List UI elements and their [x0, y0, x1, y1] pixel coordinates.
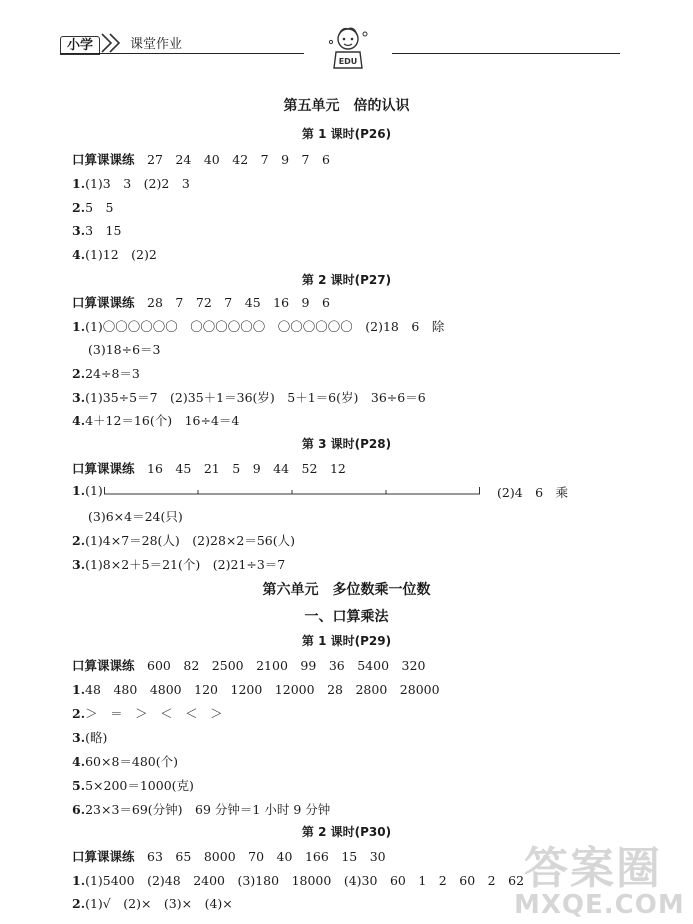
kousuan-label: 口算课课练	[72, 152, 135, 167]
u6l2-kousuan	[72, 847, 386, 865]
answer-text: (1)5400 (2)48 2400 (3)180 18000 (4)30 60 1 2 60 2 62	[85, 873, 525, 888]
kousuan-label: 口算课课练	[72, 658, 135, 673]
u5l3-kousuan	[72, 459, 346, 477]
u5l1-q2	[72, 198, 113, 216]
u5l2-q4	[72, 411, 239, 429]
u6l1-q3	[72, 728, 107, 746]
watermark-logo-text: 答案圈	[524, 843, 662, 894]
chevron-right-icon	[100, 30, 126, 54]
question-number: 2.	[72, 533, 86, 548]
u6l1-kousuan	[72, 656, 425, 674]
u6l2-title: 第 2 课时(P30)	[301, 825, 392, 839]
u5l3-q1-suffix: (2)4 6 乘	[497, 485, 569, 500]
question-number: 3.	[72, 223, 86, 238]
question-number: 1.	[72, 682, 86, 697]
kousuan-label: 口算课课练	[72, 461, 135, 476]
u5l3-q1b: (3)6×4＝24(只)	[88, 509, 183, 524]
u6l1-q4	[72, 752, 178, 770]
u6l1-q6	[72, 800, 330, 818]
u6l1-q2	[72, 704, 223, 722]
answer-text: (1)4×7＝28(人) (2)28×2＝56(人)	[85, 533, 296, 548]
kousuan-values: 600 82 2500 2100 99 36 5400 320	[147, 658, 426, 673]
line-segment-diagram	[104, 487, 480, 495]
u5l1-q1	[72, 174, 190, 192]
answer-text: (1)12 (2)2	[85, 247, 157, 262]
question-number: 3.	[72, 390, 86, 405]
answer-text: (略)	[85, 730, 108, 745]
u5l2-q1b: (3)18÷6＝3	[88, 342, 161, 357]
u5l2-q2	[72, 364, 140, 382]
answer-text: (1)3 3 (2)2 3	[85, 176, 190, 191]
grade-tag: 小学	[60, 36, 100, 55]
u5l3-q2	[72, 531, 295, 549]
answer-text: 5 5	[85, 200, 114, 215]
kousuan-label: 口算课课练	[72, 849, 135, 864]
kousuan-values: 16 45 21 5 9 44 52 12	[147, 461, 346, 476]
answer-text: 48 480 4800 120 1200 12000 28 2800 28000	[85, 682, 440, 697]
kousuan-values: 28 7 72 7 45 16 9 6	[147, 295, 330, 310]
kousuan-values: 63 65 8000 70 40 166 15 30	[147, 849, 386, 864]
u6l2-q2	[72, 894, 233, 912]
question-number: 6.	[72, 802, 86, 817]
answer-text: 5×200＝1000(克)	[85, 778, 194, 793]
watermark	[500, 832, 690, 924]
watermark-url: MXQE.COM	[514, 890, 685, 920]
course-title: 课堂作业	[130, 37, 183, 52]
mascot-text: EDU	[338, 57, 358, 66]
question-number: 1.	[72, 176, 86, 191]
header-rule-right	[392, 53, 620, 54]
question-number: 1.	[72, 483, 86, 498]
u5l3-title: 第 3 课时(P28)	[301, 437, 392, 451]
question-number: 1.	[72, 319, 86, 334]
answer-text: 23×3＝69(分钟) 69 分钟＝1 小时 9 分钟	[85, 802, 331, 817]
answer-text: (1)35÷5＝7 (2)35＋1＝36(岁) 5＋1＝6(岁) 36÷6＝6	[85, 390, 426, 405]
u5l2-title: 第 2 课时(P27)	[301, 273, 392, 287]
u5l2-q1	[72, 317, 444, 335]
u6l1-q1	[72, 680, 440, 698]
answer-text: 60×8＝480(个)	[85, 754, 179, 769]
answer-text: 4＋12＝16(个) 16÷4＝4	[85, 413, 240, 428]
u5l2-kousuan	[72, 293, 330, 311]
u5l2-q3	[72, 388, 426, 406]
page-header	[0, 0, 693, 80]
u5l1-kousuan	[72, 150, 330, 168]
answer-text: (1)〇〇〇〇〇〇 〇〇〇〇〇〇 〇〇〇〇〇〇 (2)18 6 除	[85, 319, 445, 334]
answer-text: (1)	[85, 483, 103, 498]
unit6-title: 第六单元 多位数乘一位数	[262, 582, 431, 598]
unit6-subtitle: 一、口算乘法	[304, 609, 389, 625]
question-number: 2.	[72, 366, 86, 381]
question-number: 3.	[72, 730, 86, 745]
answer-text: 3 15	[85, 223, 122, 238]
question-number: 2.	[72, 200, 86, 215]
question-number: 5.	[72, 778, 86, 793]
answer-text: 24÷8＝3	[85, 366, 140, 381]
answer-text: ＞ ＝ ＞ ＜ ＜ ＞	[85, 706, 223, 721]
kousuan-values: 27 24 40 42 7 9 7 6	[147, 152, 330, 167]
question-number: 4.	[72, 247, 86, 262]
question-number: 2.	[72, 896, 86, 911]
mascot-icon	[322, 24, 374, 76]
unit5-title: 第五单元 倍的认识	[283, 98, 410, 114]
header-rule-left	[60, 53, 304, 54]
u5l3-q1	[72, 483, 103, 498]
u5l1-q3	[72, 221, 121, 239]
u6l1-title: 第 1 课时(P29)	[301, 634, 392, 648]
u5l3-q3	[72, 555, 285, 573]
u6l2-q1	[72, 871, 524, 889]
answer-text: (1)√ (2)× (3)× (4)×	[85, 896, 233, 911]
question-number: 4.	[72, 413, 86, 428]
u5l1-q4	[72, 245, 157, 263]
answer-text: (1)8×2＋5＝21(个) (2)21÷3＝7	[85, 557, 286, 572]
question-number: 1.	[72, 873, 86, 888]
question-number: 2.	[72, 706, 86, 721]
question-number: 3.	[72, 557, 86, 572]
u5l1-title: 第 1 课时(P26)	[301, 127, 392, 141]
u6l1-q5	[72, 776, 194, 794]
question-number: 4.	[72, 754, 86, 769]
kousuan-label: 口算课课练	[72, 295, 135, 310]
